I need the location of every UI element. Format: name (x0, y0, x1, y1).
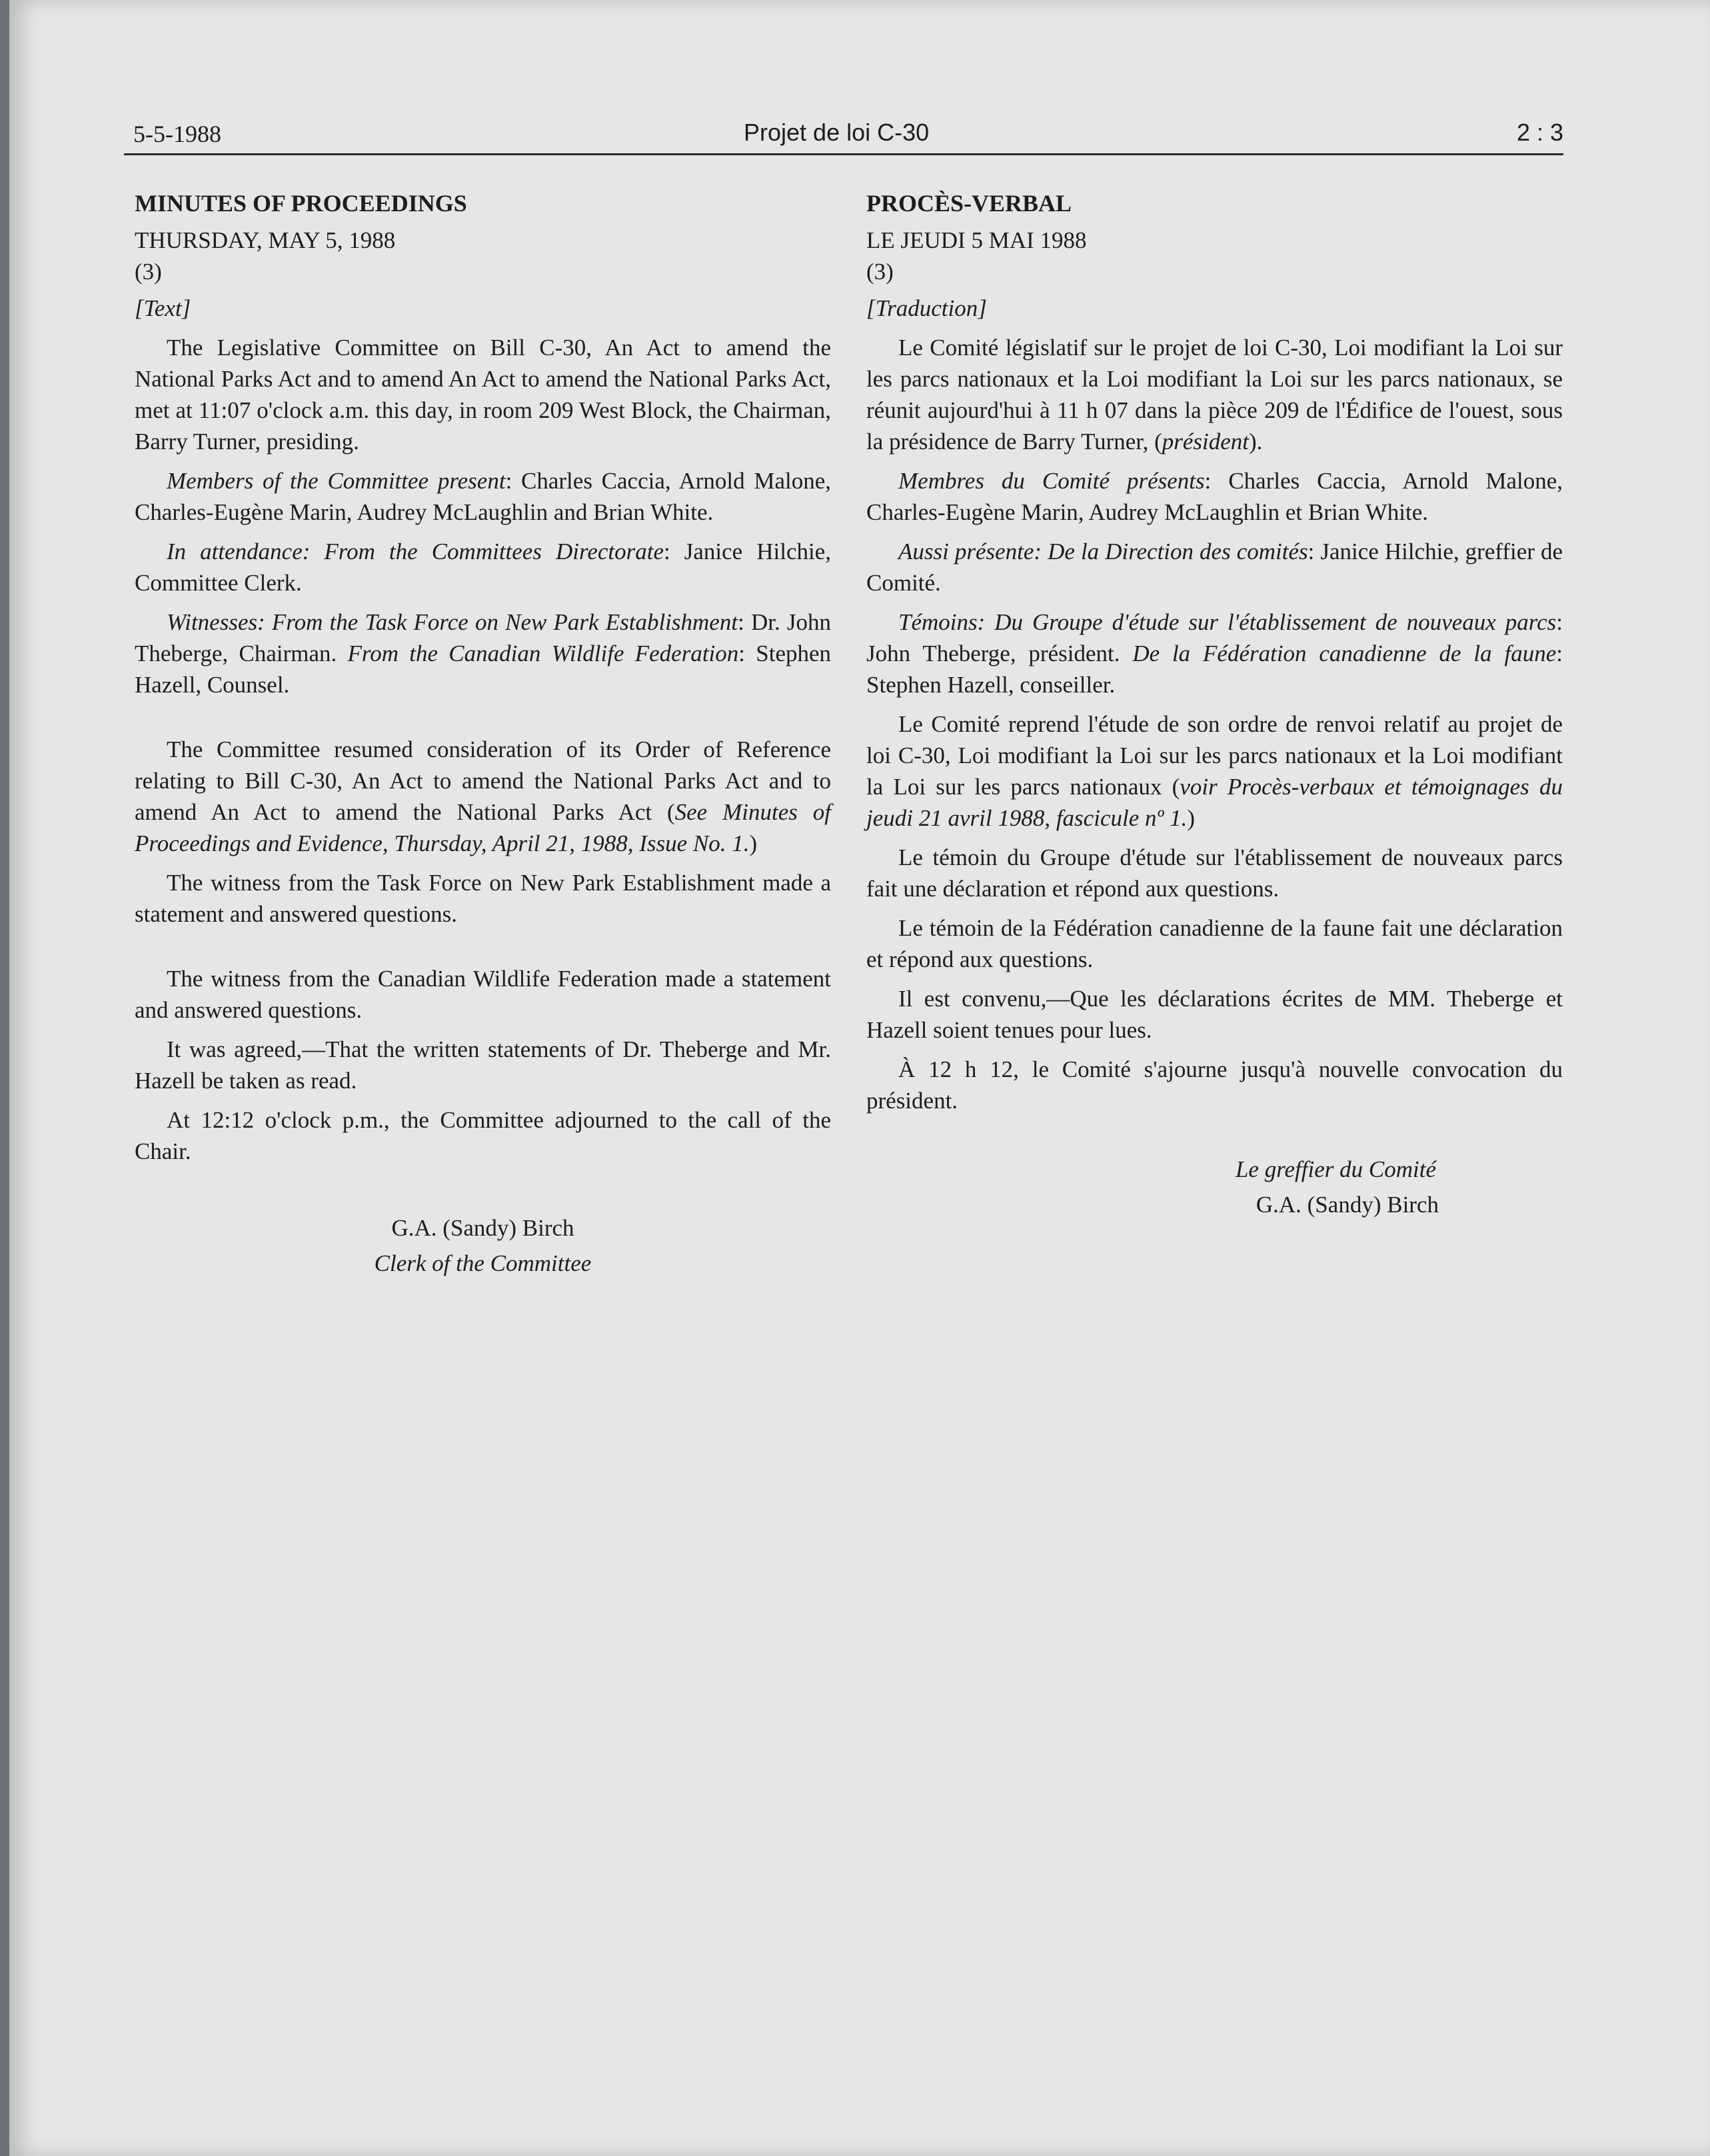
french-resumed-text: Le Comité reprend l'étude de son ordre de renvoi relatif au projet de loi C-30, Loi modifiant la Loi sur les parcs nationaux et la Loi modifiant la Loi sur les parcs nationaux ( (866, 711, 1563, 800)
english-sitting-number: (3) (135, 259, 162, 285)
english-resumed-text: The Committee resumed consideration of its Order of Reference relating to Bill C-30, An Act to amend the National Parks Act and to amend An Act to amend the National Parks Act ( (135, 736, 831, 825)
french-signature-title: Le greffier du Comité (1235, 1156, 1436, 1182)
french-president-label: président (1162, 429, 1250, 455)
english-heading: MINUTES OF PROCEEDINGS (135, 190, 467, 217)
english-witnesses-label-2: From the Canadian Wildlife Federation (347, 640, 739, 666)
english-witnesses-paragraph (135, 606, 831, 700)
french-witnesses-text: : John Theberge, président. (866, 609, 1563, 666)
english-witnesses-text-2: : Stephen Hazell, Counsel. (135, 640, 832, 698)
french-column (866, 188, 1563, 1220)
header-title: Projet de loi C-30 (744, 119, 930, 146)
english-witnesses-label: Witnesses: From the Task Force on New Park Establishment (167, 609, 738, 635)
english-attendance-paragraph (135, 536, 831, 598)
header-page-number: 2 : 3 (1516, 119, 1563, 146)
english-members-label: Members of the Committee present (167, 468, 506, 494)
french-members-label: Membres du Comité présents (898, 468, 1205, 494)
french-attendance-text: : Janice Hilchie, greffier de Comité. (866, 539, 1563, 596)
english-resumed-reference: See Minutes of Proceedings and Evidence, Thursday, April 21, 1988, Issue No. 1. (135, 799, 831, 856)
english-witnesses-text: : Dr. John Theberge, Chairman. (135, 609, 831, 666)
french-witnesses-label: Témoins: Du Groupe d'étude sur l'établissement de nouveaux parcs (898, 609, 1557, 635)
french-opening-close: ). (1249, 429, 1263, 455)
english-opening-paragraph: The Legislative Committee on Bill C-30, An Act to amend the National Parks Act and to amend An Act to amend the National Parks Act, met at 11:07 o'clock a.m. this day, in room 209 West Block, the Chairman, Barry Turner, presiding. (135, 335, 831, 455)
english-text-label: [Text] (135, 295, 191, 321)
english-resumed-close: ) (749, 830, 758, 856)
french-resumed-paragraph (866, 708, 1563, 834)
english-signature-title: Clerk of the Committee (374, 1250, 592, 1276)
french-cwf-paragraph: Le témoin de la Fédération canadienne de la faune fait une déclaration et répond aux questions. (866, 915, 1563, 972)
french-resumed-close: ) (1187, 805, 1195, 831)
english-attendance-text: : Janice Hilchie, Committee Clerk. (135, 539, 831, 596)
english-members-list: : Charles Caccia, Arnold Malone, Charles-Eugène Marin, Audrey McLaughlin and Brian White. (135, 468, 831, 525)
english-taskforce-paragraph: The witness from the Task Force on New Park Establishment made a statement and answered questions. (135, 870, 831, 927)
french-agreed-paragraph: Il est convenu,—Que les déclarations écrites de MM. Theberge et Hazell soient tenues pour lues. (866, 986, 1563, 1043)
french-witnesses-text-2: : Stephen Hazell, conseiller. (866, 640, 1563, 698)
french-witnesses-paragraph (866, 606, 1563, 700)
french-taskforce-paragraph: Le témoin du Groupe d'étude sur l'établissement de nouveaux parcs fait une déclaration et répond aux questions. (866, 844, 1563, 902)
header-date: 5-5-1988 (133, 121, 221, 147)
english-column (135, 188, 831, 1279)
french-translation-label: [Traduction] (866, 295, 987, 321)
running-header (124, 119, 1563, 155)
french-witnesses-label-2: De la Fédération canadienne de la faune (1132, 640, 1557, 666)
french-resumed-reference: voir Procès-verbaux et témoignages du jeudi 21 avril 1988, fascicule nº 1. (866, 774, 1563, 831)
english-cwf-paragraph: The witness from the Canadian Wildlife Federation made a statement and answered questions. (135, 966, 831, 1023)
document-page (9, 0, 1710, 2156)
french-opening-paragraph (866, 332, 1563, 457)
french-adjourn-paragraph: À 12 h 12, le Comité s'ajourne jusqu'à nouvelle convocation du président. (866, 1056, 1563, 1114)
english-agreed-paragraph: It was agreed,—That the written statements of Dr. Theberge and Mr. Hazell be taken as read. (135, 1036, 831, 1094)
french-date: LE JEUDI 5 MAI 1988 (866, 227, 1087, 253)
english-signature-name: G.A. (Sandy) Birch (391, 1215, 574, 1241)
french-attendance-paragraph (866, 536, 1563, 598)
english-date: THURSDAY, MAY 5, 1988 (135, 227, 396, 253)
french-heading: PROCÈS-VERBAL (866, 190, 1072, 217)
french-members-list: : Charles Caccia, Arnold Malone, Charles-Eugène Marin, Audrey McLaughlin et Brian White. (866, 468, 1563, 525)
french-signature-name: G.A. (Sandy) Birch (1256, 1192, 1439, 1218)
french-sitting-number: (3) (866, 259, 894, 285)
french-opening-text: Le Comité législatif sur le projet de loi C-30, Loi modifiant la Loi sur les parcs nationaux et la Loi modifiant la Loi sur les parcs nationaux, se réunit aujourd'hui à 11 h 07 dans la pièce 209 de l'Édifice de l'ouest, sous la présidence de Barry Turner, ( (866, 335, 1563, 455)
english-adjourn-paragraph: At 12:12 o'clock p.m., the Committee adjourned to the call of the Chair. (135, 1107, 831, 1164)
english-attendance-label: In attendance: From the Committees Directorate (167, 539, 664, 564)
english-members-paragraph (135, 465, 831, 528)
french-attendance-label: Aussi présente: De la Direction des comités (898, 539, 1308, 564)
french-members-paragraph (866, 465, 1563, 528)
english-resumed-paragraph (135, 734, 831, 859)
